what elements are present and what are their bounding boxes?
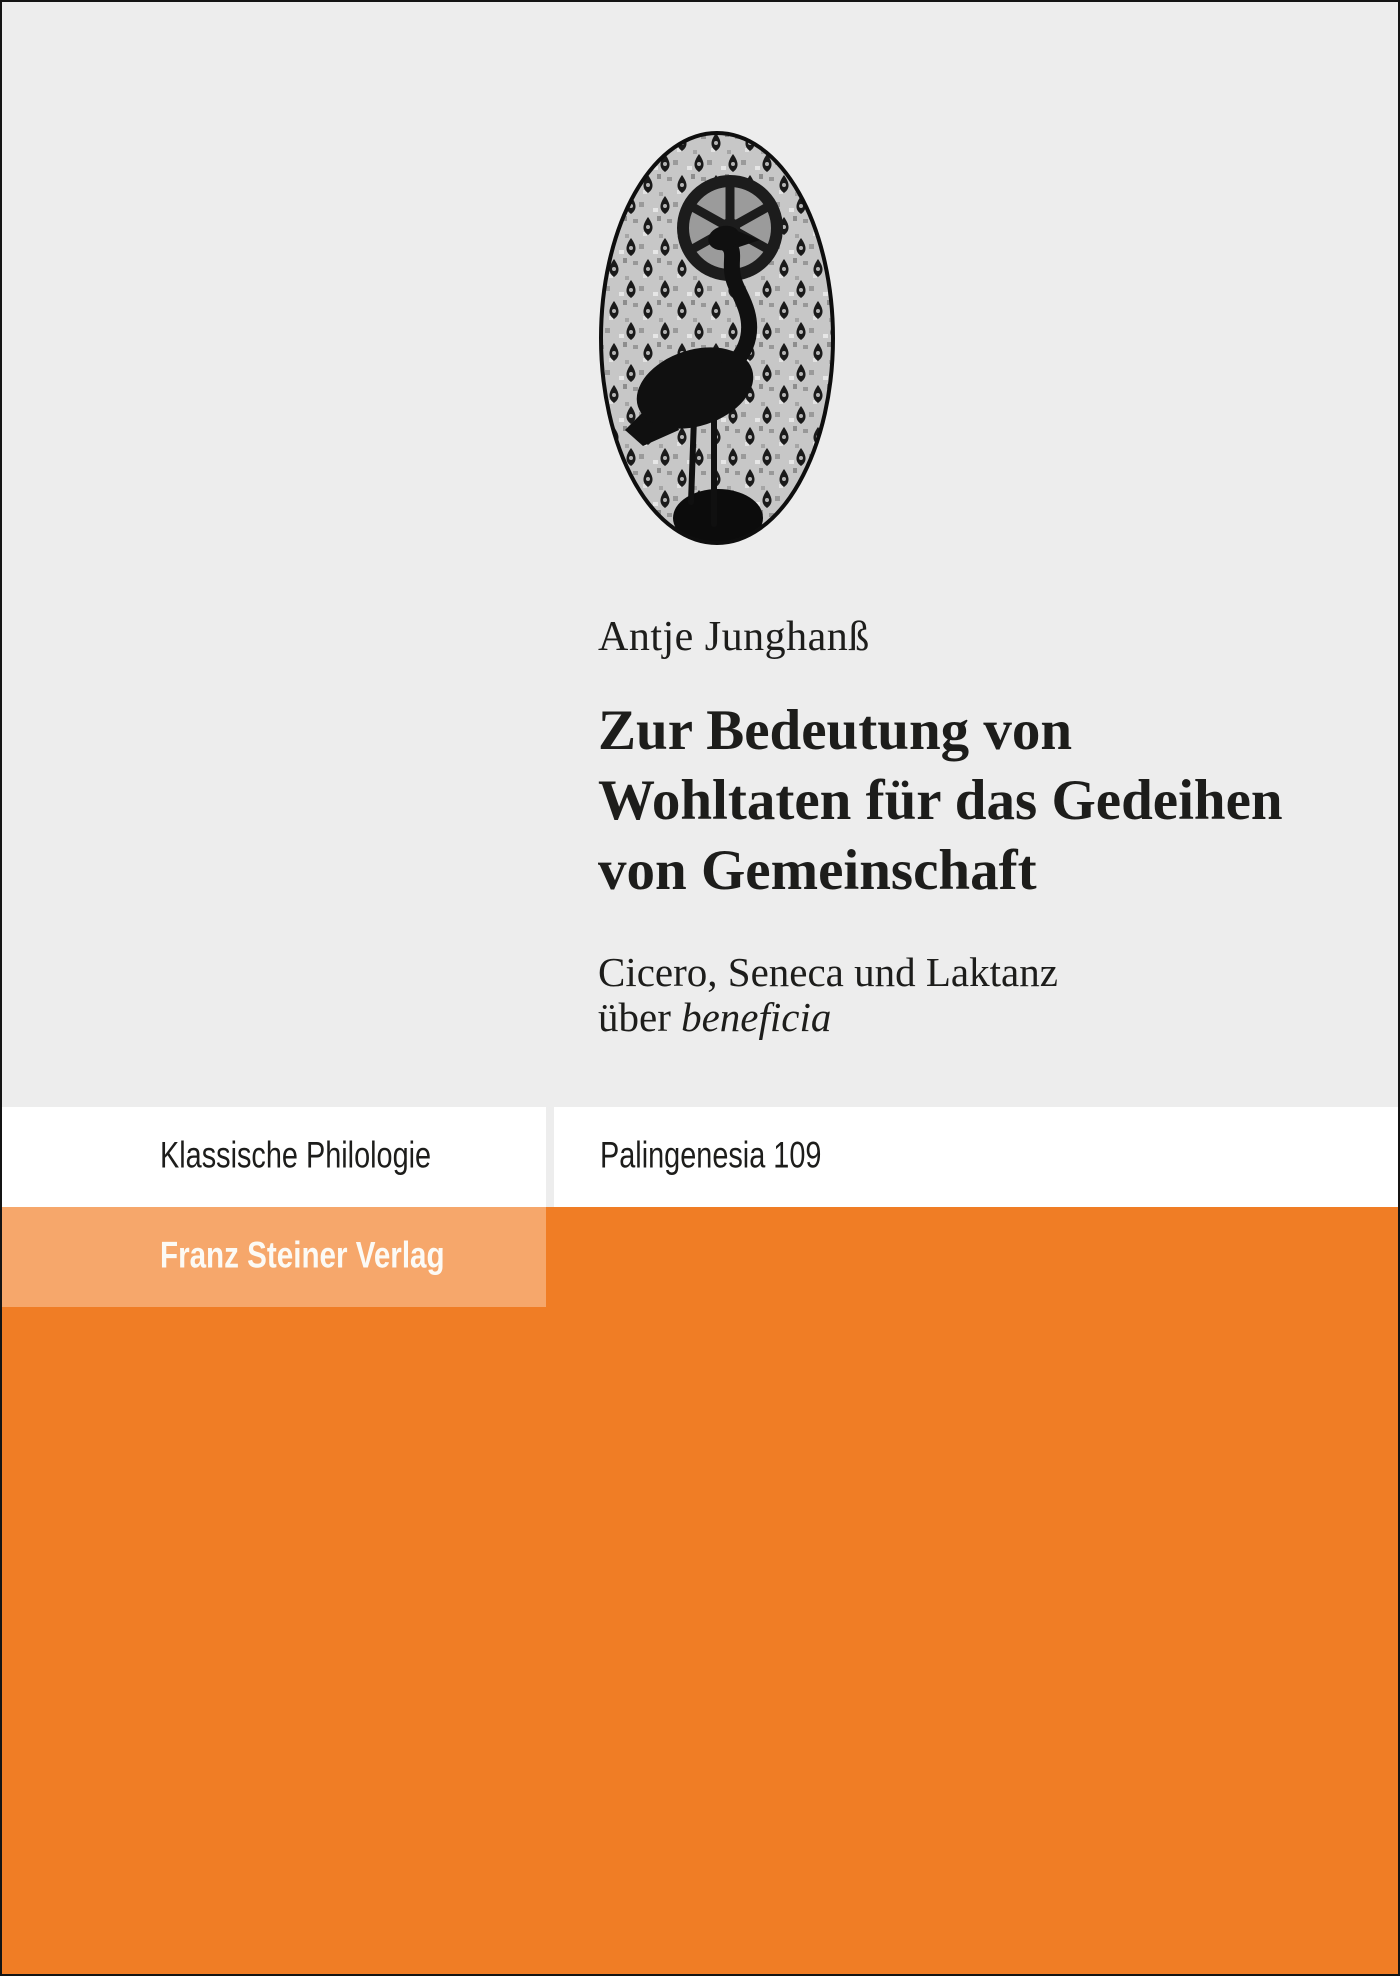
publisher-name-label: Franz Steiner Verlag [160, 1234, 445, 1276]
subtitle-line-1: Cicero, Seneca und Laktanz [598, 949, 1058, 995]
title-line-3: von Gemeinschaft [598, 839, 1037, 902]
series-volume-label: Palingenesia 109 [600, 1134, 822, 1176]
title-line-2: Wohltaten für das Gedeihen [598, 769, 1283, 832]
orange-footer-area [2, 1207, 1398, 1976]
book-subtitle [598, 950, 1058, 1040]
series-name-label: Klassische Philologie [160, 1134, 432, 1176]
publisher-box [2, 1207, 546, 1307]
book-title [598, 696, 1283, 906]
subtitle-line-2 [598, 995, 1058, 1040]
bird-mosaic-emblem-icon [597, 130, 837, 547]
subtitle-line-2-regular: über [598, 994, 682, 1040]
series-panel-left [2, 1107, 546, 1207]
series-band [2, 1107, 1398, 1207]
title-line-1: Zur Bedeutung von [598, 699, 1073, 762]
subtitle-line-2-italic: beneficia [681, 994, 832, 1040]
cover-top-area [2, 2, 1398, 1107]
author-name: Antje Junghanß [598, 614, 870, 660]
series-panel-right [554, 1107, 1398, 1207]
